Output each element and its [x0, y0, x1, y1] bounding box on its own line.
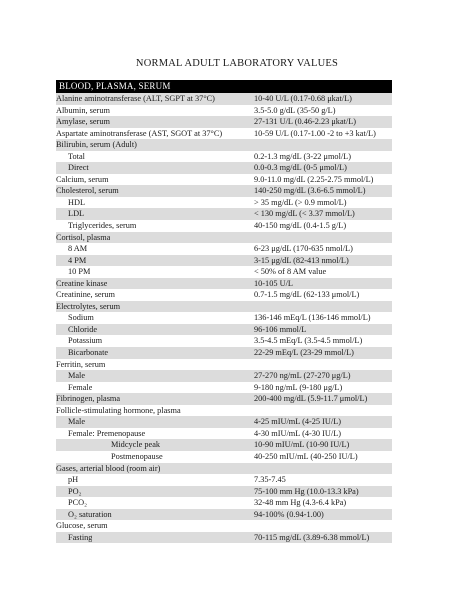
reference-range: 9-180 ng/mL (9-180 μg/L)	[254, 382, 343, 392]
table-row	[56, 382, 392, 394]
table-row	[56, 370, 392, 382]
table-row	[56, 93, 392, 105]
reference-range: 4-25 mIU/mL (4-25 IU/L)	[254, 417, 342, 427]
test-name: Midcycle peak	[111, 440, 161, 450]
reference-range: 75-100 mm Hg (10.0-13.3 kPa)	[254, 486, 359, 496]
lab-values-table	[56, 80, 392, 543]
reference-range: < 50% of 8 AM value	[254, 267, 327, 277]
reference-range: 136-146 mEq/L (136-146 mmol/L)	[254, 313, 371, 323]
table-row	[56, 220, 392, 232]
test-name: Chloride	[68, 324, 98, 334]
test-name: Aspartate aminotransferase (AST, SGOT at 37°C)	[56, 128, 223, 138]
table-row	[56, 278, 392, 290]
test-name: Female: Premenopause	[68, 428, 146, 438]
test-name: pH	[68, 475, 79, 485]
test-name: 4 PM	[68, 255, 87, 265]
reference-range: 22-29 mEq/L (23-29 mmol/L)	[254, 348, 354, 358]
test-name: Bilirubin, serum (Adult)	[56, 140, 137, 150]
test-name: Calcium, serum	[56, 174, 109, 184]
test-name: LDL	[68, 209, 85, 219]
test-name: Glucose, serum	[56, 521, 108, 531]
test-name: Creatinine, serum	[56, 290, 115, 300]
test-name: Male	[68, 417, 86, 427]
reference-range: 0.2-1.3 mg/dL (3-22 μmol/L)	[254, 151, 352, 161]
reference-range: 94-100% (0.94-1.00)	[254, 509, 324, 519]
reference-range: 9.0-11.0 mg/dL (2.25-2.75 mmol/L)	[254, 174, 374, 184]
table-row	[56, 405, 392, 417]
table-row	[56, 105, 392, 117]
reference-range: 7.35-7.45	[254, 475, 286, 485]
reference-range: 3.5-4.5 mEq/L (3.5-4.5 mmol/L)	[254, 336, 363, 346]
table-row	[56, 151, 392, 163]
test-name: Male	[68, 371, 86, 381]
test-name: Albumin, serum	[56, 105, 110, 115]
table-row	[56, 289, 392, 301]
table-body	[56, 93, 392, 543]
test-name: Creatine kinase	[56, 278, 108, 288]
reference-range: 4-30 mIU/mL (4-30 IU/L)	[254, 428, 342, 438]
section-header: BLOOD, PLASMA, SERUM	[56, 80, 392, 93]
reference-range: 0.7-1.5 mg/dL (62-133 μmol/L)	[254, 290, 360, 300]
table-row	[56, 185, 392, 197]
table-row	[56, 301, 392, 313]
table-row	[56, 474, 392, 486]
reference-range: 70-115 mg/dL (3.89-6.38 mmol/L)	[254, 532, 370, 542]
reference-range: 3-15 μg/dL (82-413 nmol/L)	[254, 255, 349, 265]
table-row	[56, 416, 392, 428]
test-name: Total	[68, 151, 85, 161]
table-row	[56, 128, 392, 140]
reference-range: 3.5-5.0 g/dL (35-50 g/L)	[254, 105, 336, 115]
test-name: Cholesterol, serum	[56, 186, 119, 196]
reference-range: 10-40 U/L (0.17-0.68 μkat/L)	[254, 94, 352, 103]
test-name: Female	[68, 382, 93, 392]
table-row	[56, 451, 392, 463]
reference-range: 10-105 U/L	[254, 278, 293, 288]
test-name: HDL	[68, 197, 86, 207]
table-row	[56, 243, 392, 255]
reference-range: > 35 mg/dL (> 0.9 mmol/L)	[254, 197, 347, 207]
table-row	[56, 197, 392, 209]
table-row	[56, 347, 392, 359]
test-name: O₂ saturation	[68, 509, 112, 519]
test-name: Potassium	[68, 336, 103, 346]
table-row	[56, 116, 392, 128]
test-name: Direct	[68, 163, 89, 173]
test-name: PO₂	[68, 486, 82, 496]
table-row	[56, 486, 392, 498]
table-row	[56, 324, 392, 336]
reference-range: 27-270 ng/mL (27-270 μg/L)	[254, 371, 351, 381]
test-name: Cortisol, plasma	[56, 232, 111, 242]
table-row	[56, 174, 392, 186]
table-row	[56, 335, 392, 347]
test-name: Sodium	[68, 313, 94, 323]
test-name: Fasting	[68, 532, 93, 542]
table-row	[56, 509, 392, 521]
table-row	[56, 139, 392, 151]
table-row	[56, 463, 392, 475]
test-name: Bicarbonate	[68, 348, 109, 358]
table-row	[56, 255, 392, 267]
reference-range: < 130 mg/dL (< 3.37 mmol/L)	[254, 209, 355, 219]
test-name: Alanine aminotransferase (ALT, SGPT at 37°C)	[56, 94, 215, 103]
reference-range: 32-48 mm Hg (4.3-6.4 kPa)	[254, 498, 347, 508]
test-name: Triglycerides, serum	[68, 221, 137, 231]
table-row	[56, 208, 392, 220]
table-row	[56, 428, 392, 440]
test-name: 8 AM	[68, 244, 88, 254]
table-row	[56, 497, 392, 509]
reference-range: 27-131 U/L (0.46-2.23 μkat/L)	[254, 117, 357, 127]
page-title: NORMAL ADULT LABORATORY VALUES	[135, 58, 339, 69]
reference-range: 6-23 μg/dL (170-635 nmol/L)	[254, 244, 353, 254]
table-row	[56, 439, 392, 451]
test-name: Follicle-stimulating hormone, plasma	[56, 405, 181, 415]
reference-range: 200-400 mg/dL (5.9-11.7 μmol/L)	[254, 394, 368, 404]
table-row	[56, 359, 392, 371]
test-name: Ferritin, serum	[56, 359, 106, 369]
test-name: Fibrinogen, plasma	[56, 394, 121, 404]
table-row	[56, 312, 392, 324]
reference-range: 40-250 mIU/mL (40-250 IU/L)	[254, 451, 358, 461]
table-row	[56, 532, 392, 544]
table-row	[56, 393, 392, 405]
test-name: Postmenopause	[111, 451, 163, 461]
reference-range: 10-90 mIU/mL (10-90 IU/L)	[254, 440, 350, 450]
table-row	[56, 162, 392, 174]
test-name: PCO₂	[68, 498, 88, 508]
test-name: Gases, arterial blood (room air)	[56, 463, 161, 473]
table-row	[56, 520, 392, 532]
reference-range: 0.0-0.3 mg/dL (0-5 μmol/L)	[254, 163, 347, 173]
reference-range: 40-150 mg/dL (0.4-1.5 g/L)	[254, 221, 347, 231]
test-name: Amylase, serum	[56, 117, 110, 127]
table-row	[56, 266, 392, 278]
test-name: Electrolytes, serum	[56, 301, 121, 311]
reference-range: 10-59 U/L (0.17-1.00 -2 to +3 kat/L)	[254, 128, 376, 138]
test-name: 10 PM	[68, 267, 91, 277]
reference-range: 96-106 mmol/L	[254, 324, 307, 334]
table-row	[56, 232, 392, 244]
reference-range: 140-250 mg/dL (3.6-6.5 mmol/L)	[254, 186, 366, 196]
